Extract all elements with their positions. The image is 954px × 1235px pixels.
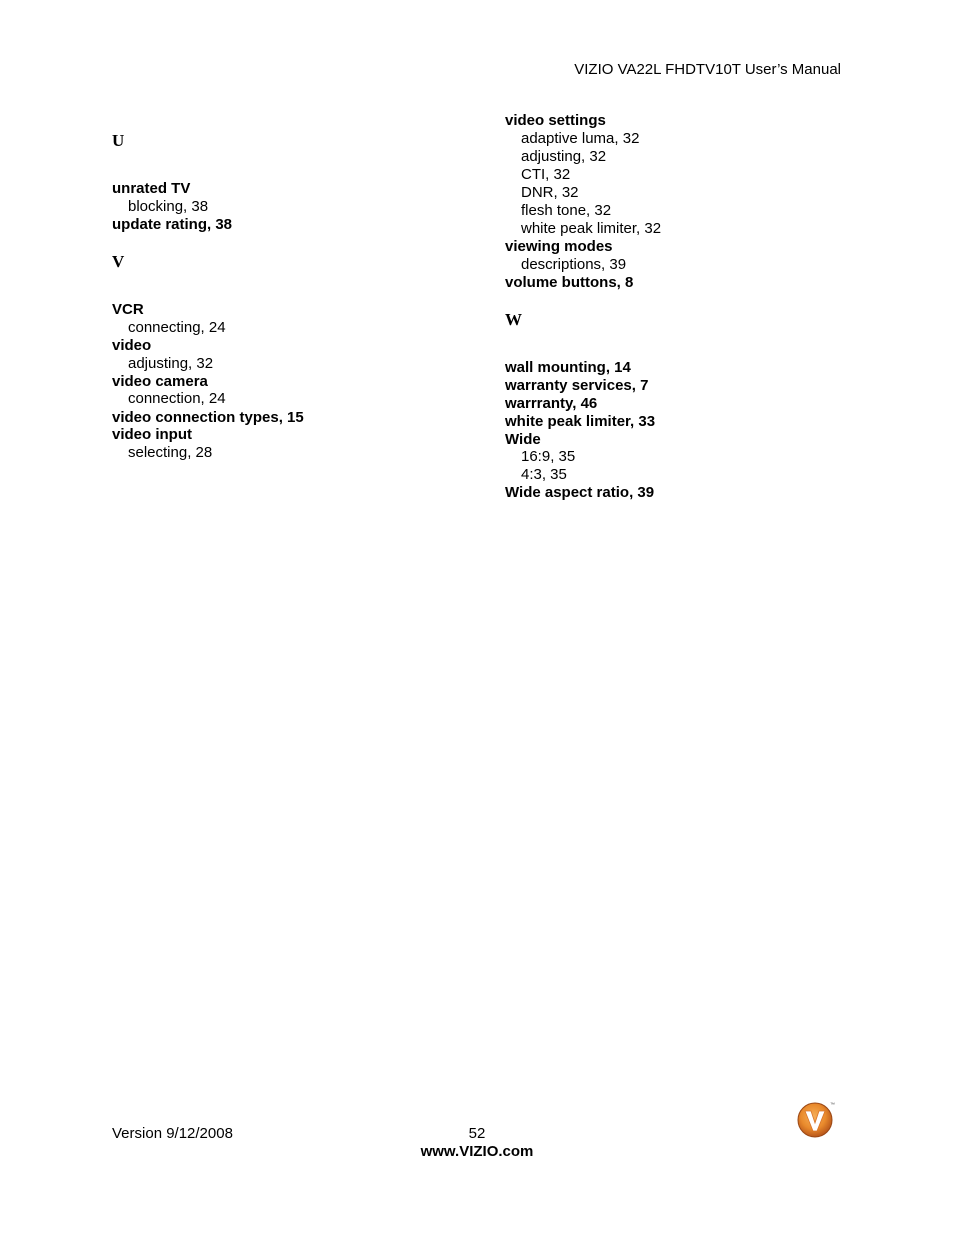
index-subentry: white peak limiter, 32	[521, 220, 662, 237]
index-subentry: DNR, 32	[521, 184, 579, 201]
index-subentry: 4:3, 35	[521, 466, 567, 483]
index-subentry: adjusting, 32	[128, 355, 214, 372]
index-section-letter: U	[112, 131, 125, 150]
index-entry: warrranty, 46	[505, 395, 598, 412]
index-entry: Wide aspect ratio, 39	[505, 484, 655, 501]
index-subentry: connecting, 24	[128, 319, 226, 336]
footer-website-link[interactable]: www.VIZIO.com	[420, 1143, 534, 1160]
index-subentry: adaptive luma, 32	[521, 130, 640, 147]
index-entry: video settings	[505, 112, 606, 129]
index-subentry: descriptions, 39	[521, 256, 627, 273]
index-entry: unrated TV	[112, 180, 191, 197]
index-subentry: selecting, 28	[128, 444, 213, 461]
index-entry: video connection types, 15	[112, 409, 304, 426]
index-subentry: 16:9, 35	[521, 448, 576, 465]
index-subentry: adjusting, 32	[521, 148, 607, 165]
vizio-v-logo-icon	[796, 1100, 836, 1138]
index-subentry: flesh tone, 32	[521, 202, 612, 219]
index-subentry: blocking, 38	[128, 198, 209, 215]
index-subentry: connection, 24	[128, 390, 226, 407]
index-entry: video input	[112, 426, 192, 443]
page-header-title: VIZIO VA22L FHDTV10T User’s Manual	[574, 61, 841, 78]
index-entry: volume buttons, 8	[505, 274, 634, 291]
index-section-letter: W	[505, 310, 522, 329]
index-entry: Wide	[505, 431, 541, 448]
index-entry: warranty services, 7	[505, 377, 649, 394]
footer-page-number: 52	[468, 1125, 486, 1142]
index-entry: video camera	[112, 373, 208, 390]
footer-version: Version 9/12/2008	[112, 1125, 233, 1142]
index-entry: wall mounting, 14	[505, 359, 631, 376]
index-entry: white peak limiter, 33	[505, 413, 656, 430]
index-entry: VCR	[112, 301, 144, 318]
index-entry: viewing modes	[505, 238, 613, 255]
index-section-letter: V	[112, 252, 125, 271]
index-entry: update rating, 38	[112, 216, 233, 233]
index-entry: video	[112, 337, 152, 354]
index-subentry: CTI, 32	[521, 166, 571, 183]
trademark-symbol: ™	[830, 1102, 835, 1108]
